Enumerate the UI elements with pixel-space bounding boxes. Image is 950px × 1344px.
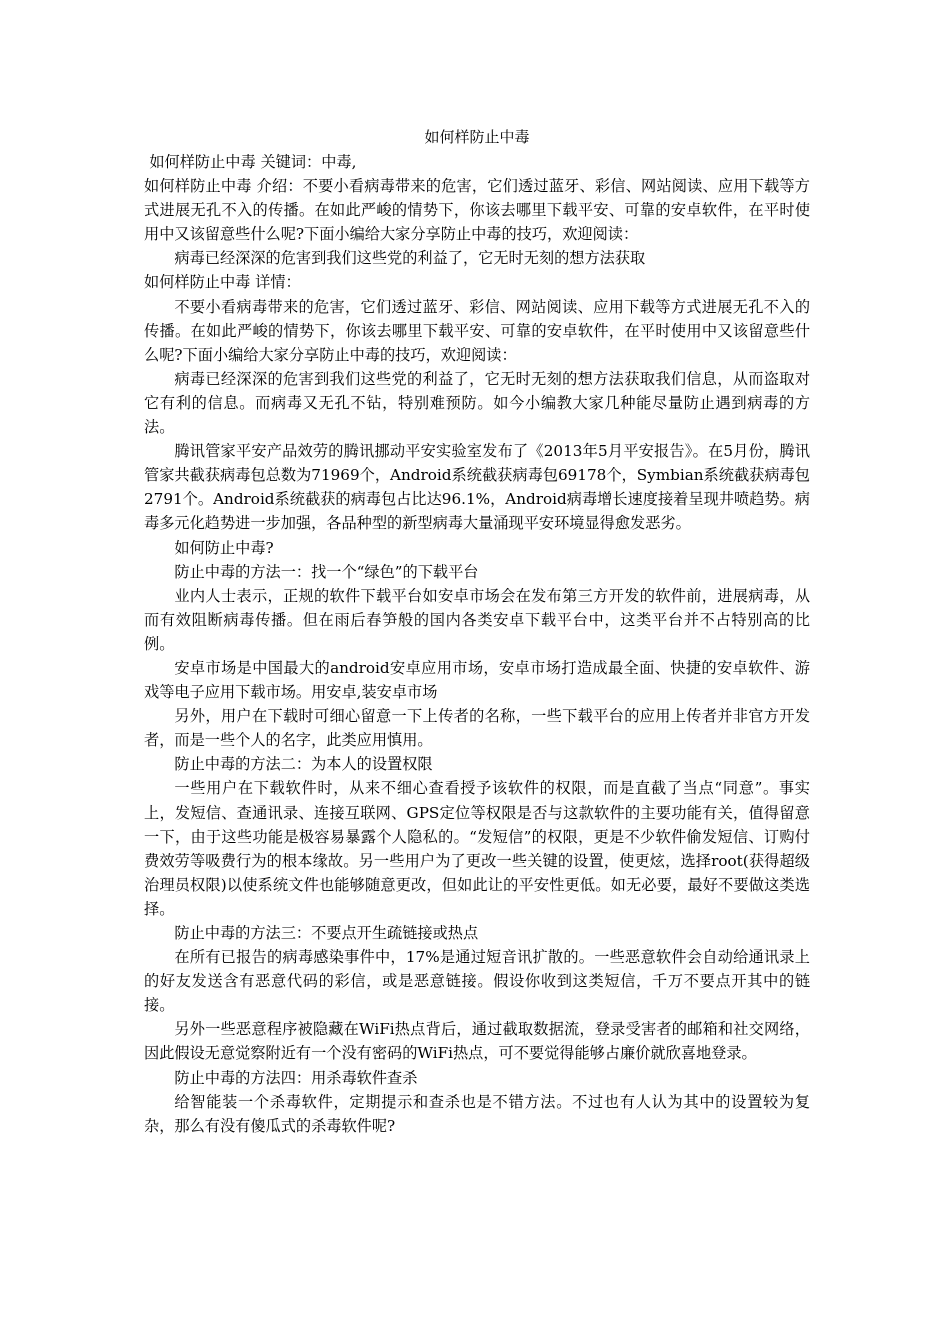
paragraph: 病毒已经深深的危害到我们这些党的利益了，它无时无刻的想方法获取我们信息，从而盗取对它有利的信息。而病毒又无孔不钻，特别难预防。如今小编教大家几种能尽量防止遇到病毒的方法。 <box>144 369 810 437</box>
paragraph: 另外一些恶意程序被隐藏在WiFi热点背后，通过截取数据流，登录受害者的邮箱和社交网络，因此假设无意觉察附近有一个没有密码的WiFi热点，可不要觉得能够占廉价就欣喜地登录。 <box>144 1020 810 1063</box>
paragraph: 如何样防止中毒 详情： <box>144 273 301 292</box>
paragraph: 不要小看病毒带来的危害，它们透过蓝牙、彩信、网站阅读、应用下载等方式进展无孔不入的传播。在如此严峻的情势下，你该去哪里下载平安、可靠的安卓软件，在平时使用中又该留意些什么呢?下面小编给大家分享防止中毒的技巧，欢迎阅读： <box>144 297 810 364</box>
paragraph: 如何样防止中毒 介绍：不要小看病毒带来的危害，它们透过蓝牙、彩信、网站阅读、应用下载等方式进展无孔不入的传播。在如此严峻的情势下，你该去哪里下载平安、可靠的安卓软件，在平时使用中又该留意些什么呢?下面小编给大家分享防止中毒的技巧，欢迎阅读： <box>144 177 810 244</box>
paragraph: 防止中毒的方法二：为本人的设置权限 <box>174 755 433 774</box>
paragraph: 安卓市场是中国最大的android安卓应用市场，安卓市场打造成最全面、快捷的安卓软件、游戏等电子应用下载市场。用安卓,装安卓市场 <box>144 658 810 702</box>
paragraph: 防止中毒的方法一：找一个“绿色”的下载平台 <box>174 562 479 581</box>
paragraph: 一些用户在下载软件时，从来不细心查看授予该软件的权限，而是直截了当点“同意”。事实上，发短信、查通讯录、连接互联网、GPS定位等权限是否与这款软件的主要功能有关，值得留意一下，由于这些功能是极容易暴露个人隐私的。“发短信”的权限，更是不少软件偷发短信、订购付费效劳等吸费行为的根本缘故。另一些用户为了更改一些关键的设置，使更炫，选择root(获得超级治理员权限)以使系统文件也能够随意更改，但如此让的平安性更低。如无必要，最好不要做这类选择。 <box>144 779 810 918</box>
paragraph: 给智能装一个杀毒软件，定期提示和查杀也是不错方法。不过也有人认为其中的设置较为复杂，那么有没有傻瓜式的杀毒软件呢? <box>144 1092 810 1135</box>
paragraph: 在所有已报告的病毒感染事件中，17%是通过短音讯扩散的。一些恶意软件会自动给通讯录上的好友发送含有恶意代码的彩信，或是恶意链接。假设你收到这类短信，千万不要点开其中的链接。 <box>144 948 810 1015</box>
paragraph: 防止中毒的方法四：用杀毒软件查杀 <box>174 1068 418 1087</box>
paragraph: 防止中毒的方法三：不要点开生疏链接或热点 <box>174 924 479 942</box>
paragraph: 腾讯管家平安产品效劳的腾讯挪动平安实验室发布了《2013年5月平安报告》。在5月份，腾讯管家共截获病毒包总数为71969个，Android系统截获病毒包69178个，Symbian系统截获病毒包2791个。Android系统截获的病毒包占比达96.1%，Android病毒增长速度接着呈现井喷趋势。病毒多元化趋势进一步加强，各品种型的新型病毒大量涌现平安环境显得愈发恶劣。 <box>144 442 810 533</box>
paragraph: 如何防止中毒? <box>174 538 274 557</box>
paragraph: 病毒已经深深的危害到我们这些党的利益了，它无时无刻的想方法获取 <box>174 249 646 268</box>
paragraph: 另外，用户在下载时可细心留意一下上传者的名称，一些下载平台的应用上传者并非官方开发者，而是一些个人的名字，此类应用慎用。 <box>144 707 810 750</box>
paragraph: 如何样防止中毒 关键词：中毒, <box>149 153 357 171</box>
document-body <box>144 150 810 1138</box>
document-title: 如何样防止中毒 <box>424 128 530 146</box>
paragraph: 业内人士表示，正规的软件下载平台如安卓市场会在发布第三方开发的软件前，进展病毒，从而有效阻断病毒传播。但在雨后春笋般的国内各类安卓下载平台中，这类平台并不占特别高的比例。 <box>144 586 810 653</box>
